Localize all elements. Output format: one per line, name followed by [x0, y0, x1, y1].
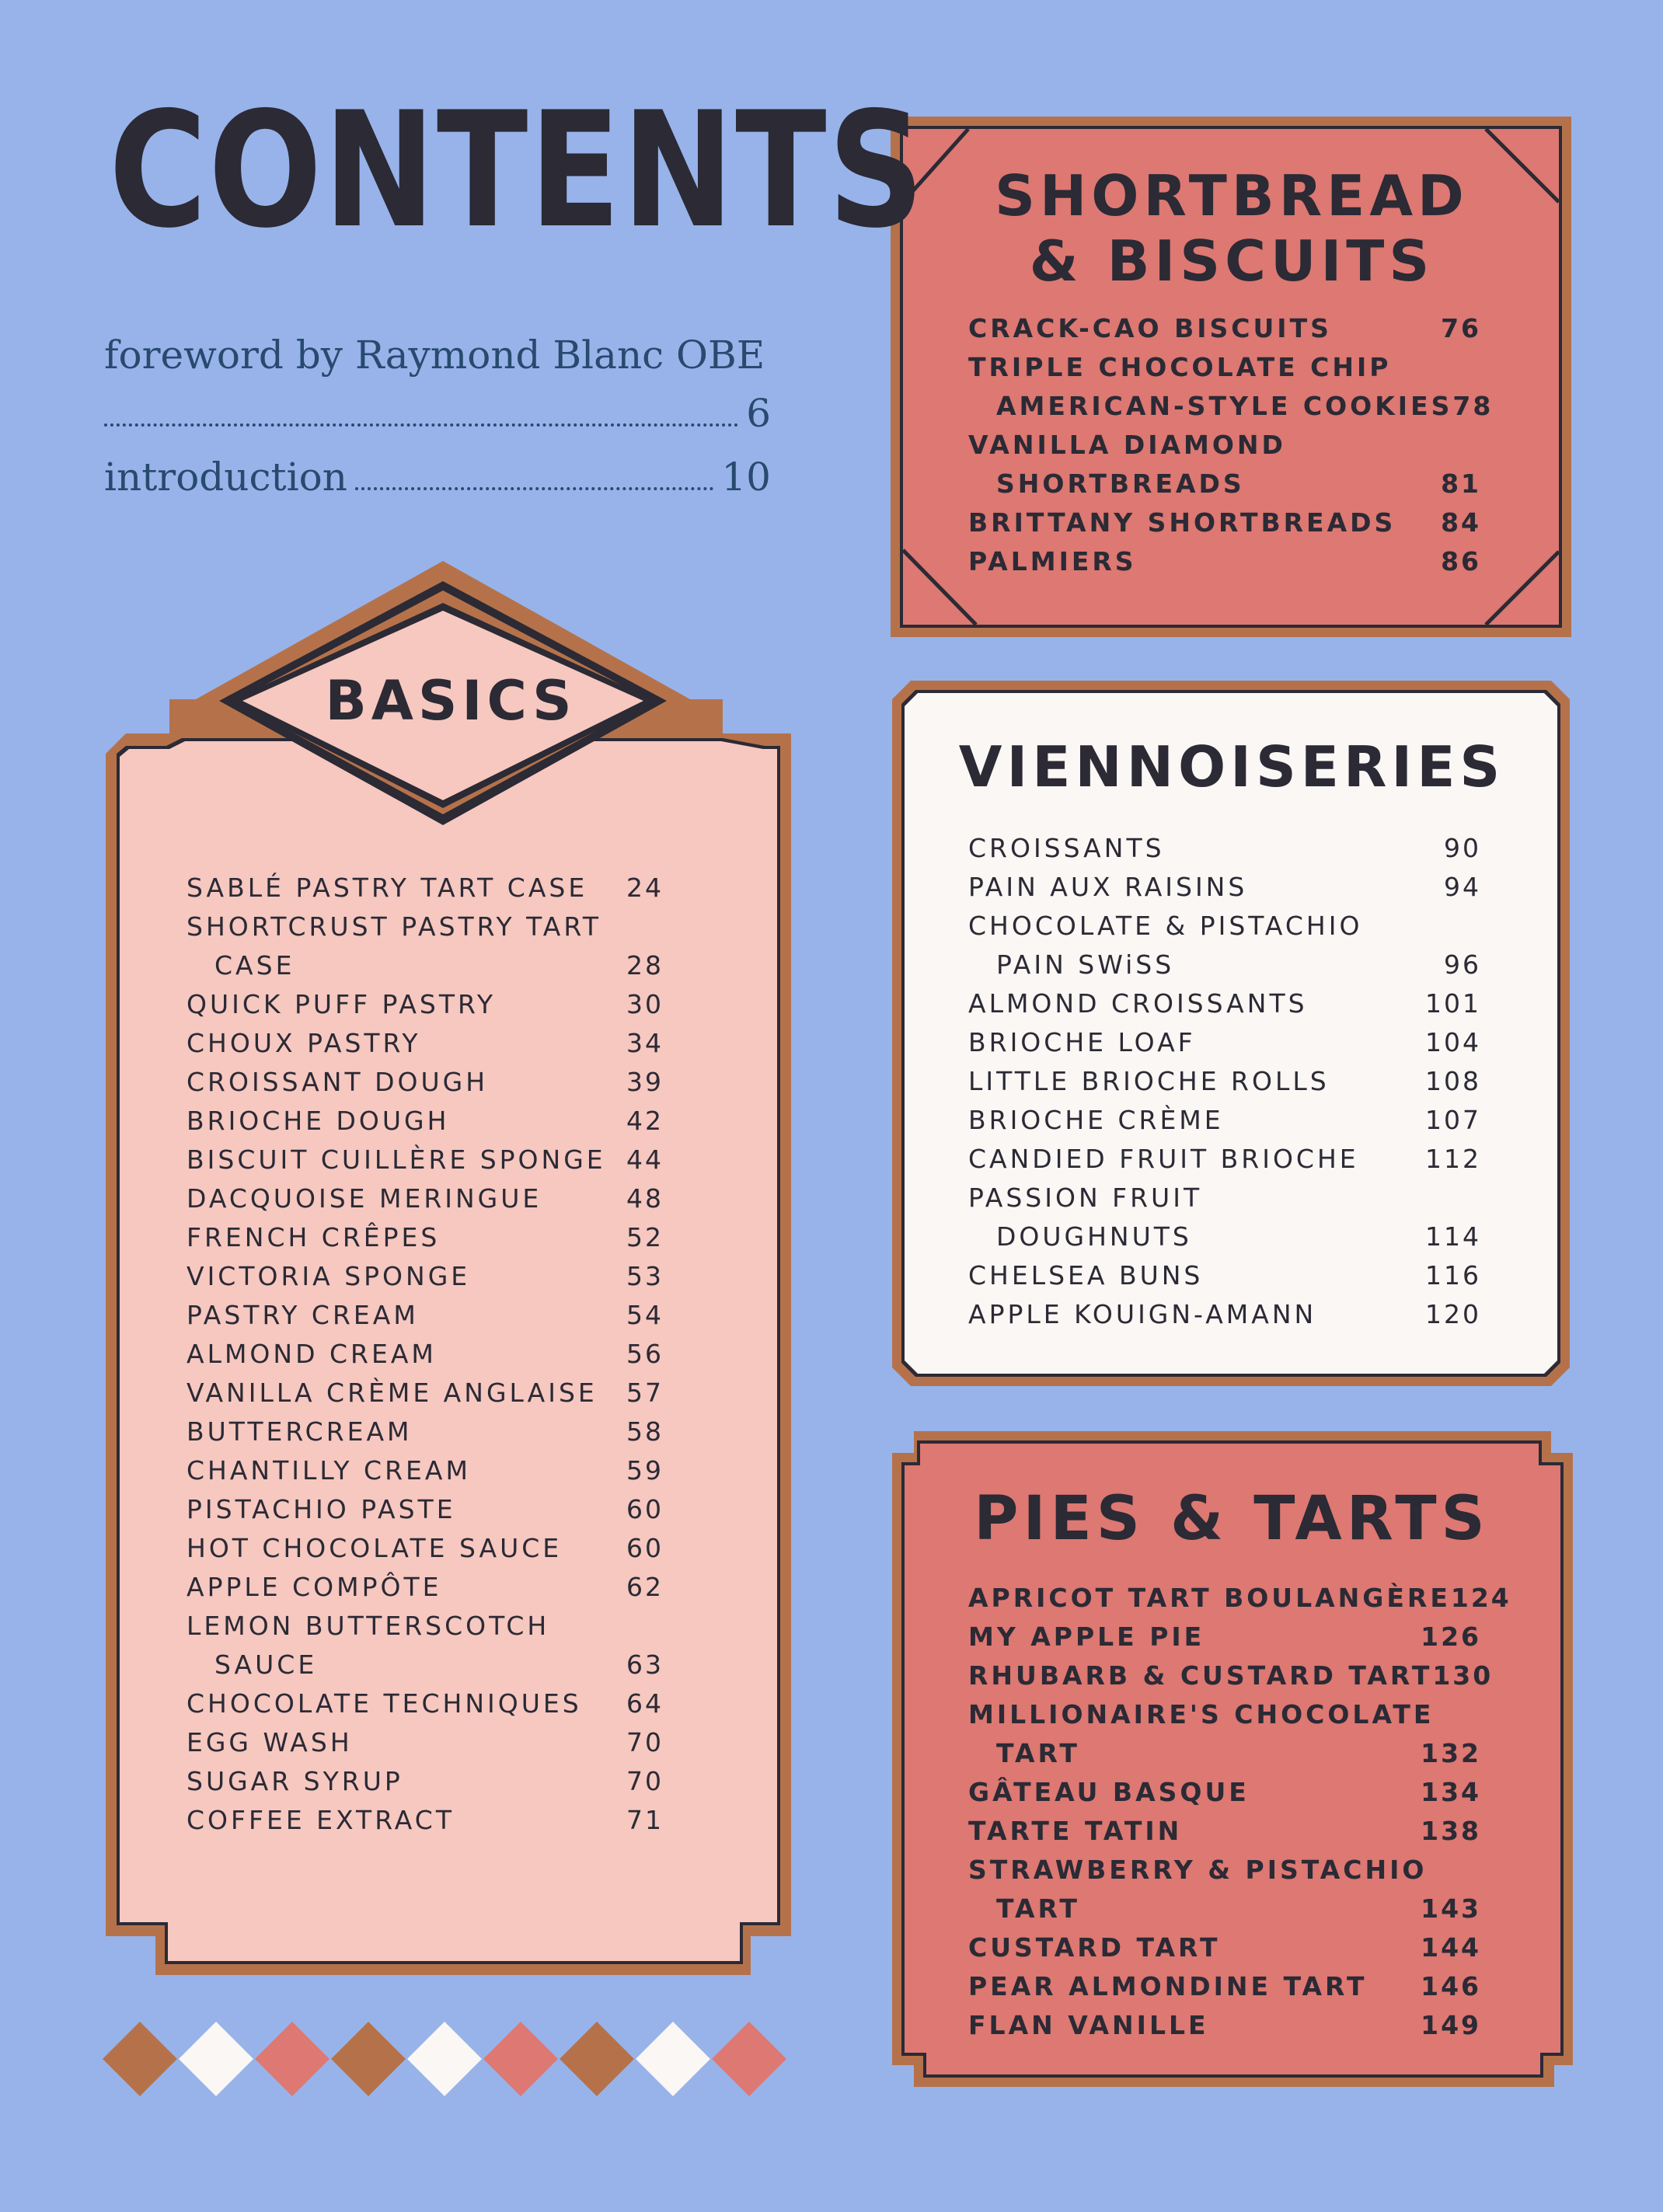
- introduction-label: introduction: [104, 455, 347, 500]
- foreword-page-number: 6: [746, 391, 771, 436]
- toc-entry-title: TART: [996, 1893, 1080, 1924]
- toc-entry: [187, 1607, 681, 1646]
- toc-entry-page-number: 62: [626, 1572, 664, 1602]
- toc-entry: [968, 1773, 1481, 1812]
- toc-entry: [968, 1734, 1481, 1773]
- toc-entry-title: BUTTERCREAM: [187, 1416, 413, 1447]
- toc-entry-title: VICTORIA SPONGE: [187, 1261, 471, 1291]
- toc-entry: [187, 1218, 681, 1257]
- toc-entry-page-number: 130: [1432, 1660, 1494, 1691]
- shortbread-toc-list: [968, 309, 1494, 581]
- toc-entry-title: SAUCE: [214, 1649, 318, 1680]
- toc-entry: [968, 829, 1481, 868]
- basics-toc-list: [187, 869, 681, 1840]
- dotted-leader: [355, 487, 713, 490]
- toc-entry: [968, 1023, 1481, 1062]
- toc-entry: [968, 542, 1481, 581]
- toc-entry: [968, 309, 1481, 348]
- toc-entry: [187, 1374, 681, 1413]
- toc-entry-title: VANILLA DIAMOND: [968, 430, 1286, 460]
- toc-entry-title: PASSION FRUIT: [968, 1183, 1203, 1213]
- toc-entry-title: ALMOND CROISSANTS: [968, 988, 1308, 1019]
- toc-entry: [187, 946, 681, 985]
- toc-entry: [187, 1141, 681, 1179]
- toc-entry: [968, 907, 1481, 946]
- toc-entry: [187, 1024, 681, 1063]
- toc-entry-page-number: 120: [1425, 1299, 1481, 1329]
- toc-entry-title: TRIPLE CHOCOLATE CHIP: [968, 352, 1392, 382]
- toc-entry-page-number: 57: [626, 1378, 664, 1408]
- toc-entry-title: FLAN VANILLE: [968, 2010, 1209, 2040]
- toc-entry: [968, 946, 1481, 984]
- toc-entry: [187, 1413, 681, 1451]
- decorative-diamond: [103, 2022, 177, 2096]
- toc-entry: [187, 1723, 681, 1762]
- toc-entry: [187, 907, 681, 946]
- pies-toc-list: [968, 1579, 1511, 2045]
- toc-entry-title: BRIOCHE LOAF: [968, 1027, 1196, 1057]
- decorative-diamond: [179, 2022, 253, 2096]
- toc-entry-page-number: 134: [1421, 1777, 1481, 1807]
- toc-entry-page-number: 112: [1425, 1144, 1481, 1174]
- toc-entry-title: SUGAR SYRUP: [187, 1766, 403, 1796]
- toc-entry: [187, 869, 681, 907]
- toc-entry: [968, 1256, 1481, 1295]
- toc-entry-page-number: 28: [626, 950, 664, 981]
- viennoiseries-toc-list: [968, 829, 1481, 1334]
- toc-entry-title: PALMIERS: [968, 546, 1137, 577]
- toc-entry: [968, 1101, 1481, 1140]
- toc-entry-page-number: 70: [626, 1766, 664, 1796]
- toc-entry-title: CHELSEA BUNS: [968, 1260, 1204, 1291]
- toc-entry: [187, 1646, 681, 1684]
- toc-entry-page-number: 42: [626, 1106, 664, 1136]
- toc-entry-page-number: 63: [626, 1649, 664, 1680]
- toc-entry: [187, 1296, 681, 1335]
- toc-entry: [968, 465, 1481, 503]
- foreword-label: foreword by Raymond Blanc OBE: [104, 333, 765, 378]
- toc-entry-title: DOUGHNUTS: [996, 1221, 1192, 1252]
- toc-entry-page-number: 53: [626, 1261, 664, 1291]
- toc-entry: [968, 868, 1481, 907]
- basics-section-title: BASICS: [325, 669, 577, 733]
- toc-entry-title: LITTLE BRIOCHE ROLLS: [968, 1066, 1330, 1096]
- toc-entry-title: ALMOND CREAM: [187, 1339, 437, 1369]
- toc-entry-page-number: 138: [1421, 1816, 1481, 1846]
- toc-entry: [187, 1762, 681, 1801]
- toc-entry: [187, 1335, 681, 1374]
- toc-entry: [968, 2006, 1481, 2045]
- toc-entry-title: SHORTBREADS: [996, 469, 1245, 499]
- toc-entry-page-number: 116: [1425, 1260, 1481, 1291]
- toc-entry: [968, 1217, 1481, 1256]
- decorative-diamond: [255, 2022, 329, 2096]
- toc-entry-title: BISCUIT CUILLÈRE SPONGE: [187, 1144, 606, 1175]
- toc-entry-title: PEAR ALMONDINE TART: [968, 1971, 1368, 2001]
- toc-entry-title: CHOCOLATE & PISTACHIO: [968, 911, 1363, 941]
- toc-entry-page-number: 39: [626, 1067, 664, 1097]
- toc-entry: [187, 985, 681, 1024]
- toc-entry-page-number: 54: [626, 1300, 664, 1330]
- toc-entry-page-number: 44: [626, 1144, 664, 1175]
- toc-entry-page-number: 71: [626, 1805, 664, 1835]
- toc-entry: [187, 1490, 681, 1529]
- toc-entry-title: TARTE TATIN: [968, 1816, 1183, 1846]
- toc-entry-page-number: 114: [1425, 1221, 1481, 1252]
- toc-entry-title: BRITTANY SHORTBREADS: [968, 507, 1396, 538]
- toc-entry: [187, 1529, 681, 1568]
- toc-entry-title: CHANTILLY CREAM: [187, 1455, 471, 1486]
- toc-entry: [187, 1801, 681, 1840]
- toc-entry: [968, 1851, 1481, 1890]
- toc-entry-page-number: 81: [1441, 469, 1481, 499]
- toc-entry-page-number: 56: [626, 1339, 664, 1369]
- toc-entry-page-number: 108: [1425, 1066, 1481, 1096]
- toc-entry-page-number: 104: [1425, 1027, 1481, 1057]
- toc-entry: [968, 1967, 1481, 2006]
- toc-entry-title: PASTRY CREAM: [187, 1300, 419, 1330]
- toc-entry-title: PISTACHIO PASTE: [187, 1494, 456, 1524]
- toc-entry-title: LEMON BUTTERSCOTCH: [187, 1611, 550, 1641]
- toc-entry-title: PAIN SWiSS: [996, 949, 1175, 980]
- toc-entry: [968, 1179, 1481, 1217]
- toc-entry: [187, 1684, 681, 1723]
- toc-entry-page-number: 107: [1425, 1105, 1481, 1135]
- toc-entry-page-number: 58: [626, 1416, 664, 1447]
- toc-entry: [187, 1102, 681, 1141]
- toc-entry: [968, 1295, 1481, 1334]
- toc-entry-page-number: 101: [1425, 988, 1481, 1019]
- toc-entry-title: CANDIED FRUIT BRIOCHE: [968, 1144, 1359, 1174]
- toc-entry-page-number: 143: [1421, 1893, 1481, 1924]
- toc-entry-title: QUICK PUFF PASTRY: [187, 989, 496, 1019]
- toc-entry-title: CUSTARD TART: [968, 1932, 1221, 1963]
- toc-entry-page-number: 84: [1441, 507, 1481, 538]
- toc-entry-title: APRICOT TART BOULANGÈRE: [968, 1583, 1451, 1613]
- toc-entry-title: APPLE KOUIGN-AMANN: [968, 1299, 1317, 1329]
- toc-entry-title: MILLIONAIRE'S CHOCOLATE: [968, 1699, 1435, 1730]
- toc-entry-title: FRENCH CRÊPES: [187, 1222, 441, 1252]
- toc-entry-page-number: 70: [626, 1727, 664, 1757]
- toc-entry-page-number: 144: [1421, 1932, 1481, 1963]
- toc-entry-title: CHOUX PASTRY: [187, 1028, 421, 1058]
- toc-entry: [968, 1140, 1481, 1179]
- introduction-row: [104, 452, 771, 502]
- toc-entry: [968, 1579, 1511, 1618]
- toc-entry-page-number: 48: [626, 1183, 664, 1214]
- toc-entry-page-number: 126: [1421, 1622, 1481, 1652]
- decorative-diamond: [407, 2022, 482, 2096]
- toc-entry: [968, 1812, 1481, 1851]
- toc-entry-title: COFFEE EXTRACT: [187, 1805, 455, 1835]
- toc-entry-title: BRIOCHE DOUGH: [187, 1106, 450, 1136]
- toc-entry: [968, 1890, 1481, 1928]
- toc-entry-page-number: 86: [1441, 546, 1481, 577]
- toc-entry-page-number: 60: [626, 1533, 664, 1563]
- toc-entry: [187, 1568, 681, 1607]
- toc-entry-title: STRAWBERRY & PISTACHIO: [968, 1855, 1428, 1885]
- toc-entry-title: CROISSANT DOUGH: [187, 1067, 489, 1097]
- foreword-leader-row: [104, 388, 771, 438]
- toc-entry: [187, 1257, 681, 1296]
- toc-entry-title: HOT CHOCOLATE SAUCE: [187, 1533, 563, 1563]
- toc-entry-title: SHORTCRUST PASTRY TART: [187, 911, 601, 942]
- toc-entry-page-number: 34: [626, 1028, 664, 1058]
- toc-entry: [968, 1062, 1481, 1101]
- toc-entry: [187, 1063, 681, 1102]
- toc-entry-title: DACQUOISE MERINGUE: [187, 1183, 542, 1214]
- toc-entry-page-number: 132: [1421, 1738, 1481, 1768]
- shortbread-title-line-1: SHORTBREAD: [995, 163, 1469, 228]
- toc-entry: [968, 1928, 1481, 1967]
- decorative-diamond: [560, 2022, 634, 2096]
- toc-entry-title: TART: [996, 1738, 1080, 1768]
- toc-entry-title: RHUBARB & CUSTARD TART: [968, 1660, 1433, 1691]
- toc-entry-title: BRIOCHE CRÈME: [968, 1105, 1224, 1135]
- toc-entry-page-number: 78: [1452, 391, 1494, 421]
- shortbread-title-line-2: & BISCUITS: [1029, 228, 1435, 294]
- toc-entry-title: APPLE COMPÔTE: [187, 1572, 442, 1602]
- toc-entry-title: CROISSANTS: [968, 833, 1165, 863]
- toc-entry-title: CHOCOLATE TECHNIQUES: [187, 1688, 582, 1719]
- pies-section-title: PIES & TARTS: [974, 1484, 1490, 1554]
- viennoiseries-section-title: VIENNOISERIES: [958, 734, 1505, 799]
- toc-entry-page-number: 64: [626, 1688, 664, 1719]
- toc-entry-page-number: 124: [1450, 1583, 1511, 1613]
- toc-entry: [968, 1618, 1481, 1656]
- toc-entry-page-number: 96: [1444, 949, 1481, 980]
- toc-entry-title: CASE: [214, 950, 295, 981]
- toc-entry: [968, 1695, 1481, 1734]
- decorative-diamond: [483, 2022, 558, 2096]
- toc-entry: [187, 1451, 681, 1490]
- toc-entry: [968, 984, 1481, 1023]
- toc-entry-title: AMERICAN-STYLE COOKIES: [996, 391, 1453, 421]
- toc-entry-page-number: 94: [1444, 872, 1481, 902]
- diamond-strip: [101, 2020, 800, 2098]
- page-title: CONTENTS: [109, 78, 926, 263]
- decorative-diamond: [636, 2022, 710, 2096]
- toc-entry-page-number: 24: [626, 873, 664, 903]
- toc-entry-title: CRACK-CAO BISCUITS: [968, 313, 1332, 343]
- toc-entry: [968, 387, 1494, 426]
- introduction-page-number: 10: [721, 455, 771, 500]
- toc-entry-page-number: 30: [626, 989, 664, 1019]
- toc-entry: [968, 426, 1481, 465]
- toc-entry-page-number: 76: [1441, 313, 1481, 343]
- toc-entry-page-number: 146: [1421, 1971, 1481, 2001]
- toc-entry-title: VANILLA CRÈME ANGLAISE: [187, 1378, 598, 1408]
- toc-entry: [968, 503, 1481, 542]
- toc-entry-page-number: 90: [1444, 833, 1481, 863]
- toc-entry-page-number: 52: [626, 1222, 664, 1252]
- toc-entry-title: MY APPLE PIE: [968, 1622, 1205, 1652]
- toc-entry: [968, 1656, 1494, 1695]
- decorative-diamond: [331, 2022, 406, 2096]
- toc-entry-title: SABLÉ PASTRY TART CASE: [187, 873, 588, 903]
- toc-entry-page-number: 149: [1421, 2010, 1481, 2040]
- toc-entry: [187, 1179, 681, 1218]
- toc-entry-page-number: 59: [626, 1455, 664, 1486]
- toc-entry-title: PAIN AUX RAISINS: [968, 872, 1248, 902]
- toc-entry-page-number: 60: [626, 1494, 664, 1524]
- dotted-leader: [104, 423, 738, 427]
- decorative-diamond: [712, 2022, 786, 2096]
- toc-entry-title: GÂTEAU BASQUE: [968, 1777, 1250, 1807]
- toc-entry-title: EGG WASH: [187, 1727, 353, 1757]
- shortbread-section-title: [901, 163, 1562, 294]
- toc-entry: [968, 348, 1481, 387]
